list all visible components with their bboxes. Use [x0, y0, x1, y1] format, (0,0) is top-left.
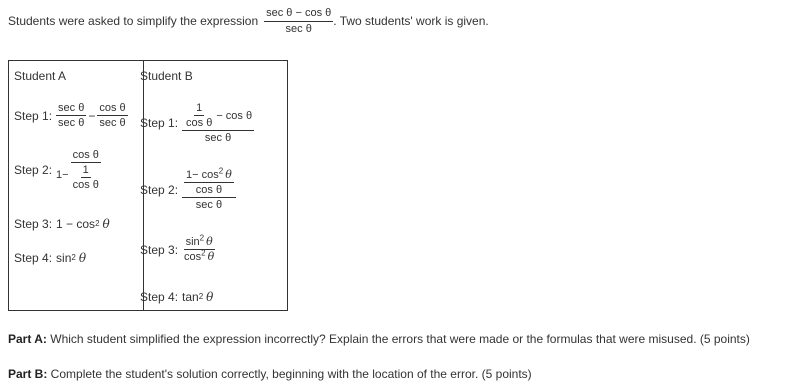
student-a-header: Student A: [14, 69, 67, 83]
denominator-text: cos: [184, 251, 202, 264]
part-b-text: Complete the student's solution correctly, beginning with the location of the error. (5 points): [47, 367, 532, 381]
inner-fraction: [184, 166, 234, 197]
inner-fraction: [71, 164, 101, 191]
denominator: cos θ: [195, 184, 223, 197]
step-label: Step 3:: [140, 242, 179, 257]
work-table: [8, 60, 288, 311]
complex-fraction: [182, 166, 236, 212]
exponent: 2: [201, 248, 206, 258]
denominator: cos θ: [72, 179, 99, 192]
complex-fraction: [69, 149, 103, 191]
theta: θ: [206, 235, 213, 248]
student-b-header: Student B: [140, 69, 193, 83]
intro-lead: Students were asked to simplify the expression: [8, 14, 259, 28]
step-label: Step 4:: [14, 251, 53, 265]
student-a-step-4: Step 4: sin 2 θ: [14, 251, 87, 265]
step-label: Step 1:: [14, 108, 53, 123]
step-expression: tan: [182, 290, 199, 304]
student-b-step-2: [140, 166, 236, 212]
numerator: cos θ: [71, 149, 101, 163]
part-b: [8, 367, 532, 381]
numerator-tail: − cos θ: [216, 109, 253, 122]
intro-expression: [264, 7, 333, 34]
intro-line: [8, 4, 489, 38]
theta: θ: [207, 250, 215, 264]
operator: −: [88, 108, 96, 123]
intro-expr-numerator: sec θ − cos θ: [264, 7, 333, 21]
numerator-expression: [182, 102, 254, 131]
numerator-text: 1− cos: [186, 169, 219, 181]
step-label: Step 1:: [140, 116, 179, 131]
step-lead: 1−: [56, 169, 69, 182]
student-b-step-1: [140, 102, 254, 144]
numerator-fraction: [182, 166, 236, 198]
step-expression: 1 − cos: [56, 217, 96, 231]
exponent: 2: [199, 233, 205, 243]
denominator-fraction: [69, 163, 103, 191]
denominator: cos θ: [186, 117, 213, 130]
part-a-text: Which student simplified the expression incorrectly? Explain the errors that were made or the formulas that were misused. (5 points): [46, 332, 750, 346]
part-b-label: Part B:: [8, 367, 48, 381]
intro-expr-denominator: sec θ: [285, 22, 312, 35]
numerator: 1: [194, 102, 204, 116]
numerator-text: sin: [185, 236, 200, 248]
theta: θ: [206, 290, 214, 304]
step-label: Step 2:: [14, 163, 53, 178]
intro-tail: . Two students' work is given.: [333, 14, 489, 28]
numerator: cos θ: [97, 102, 127, 116]
denominator: sec θ: [195, 199, 223, 212]
fraction: [182, 233, 216, 264]
theta: θ: [102, 217, 110, 231]
part-a-label: Part A:: [8, 332, 47, 346]
complex-fraction: [182, 102, 254, 144]
student-b-step-4: Step 4: tan 2 θ: [140, 290, 214, 304]
student-a-step-2: [14, 149, 103, 191]
fraction: [97, 102, 127, 129]
denominator: sec θ: [204, 132, 232, 145]
fraction: [56, 102, 86, 129]
student-a-step-1: [14, 102, 128, 129]
denominator: sec θ: [58, 117, 85, 130]
student-b-step-3: [140, 233, 216, 264]
numerator: [184, 233, 215, 250]
denominator: sec θ: [99, 117, 126, 130]
inner-fraction: [184, 102, 214, 129]
denominator: [182, 250, 216, 263]
numerator: 1: [81, 164, 91, 178]
step-expression: sin: [56, 251, 72, 265]
exponent: 2: [218, 166, 224, 176]
student-a-step-3: Step 3: 1 − cos 2 θ: [14, 217, 110, 231]
part-a: [8, 332, 750, 346]
theta: θ: [225, 168, 232, 181]
step-label: Step 2:: [140, 183, 179, 198]
theta: θ: [78, 251, 87, 265]
numerator: [184, 166, 234, 183]
step-label: Step 3:: [14, 217, 53, 231]
numerator: sec θ: [56, 102, 86, 116]
step-label: Step 4:: [140, 290, 179, 304]
